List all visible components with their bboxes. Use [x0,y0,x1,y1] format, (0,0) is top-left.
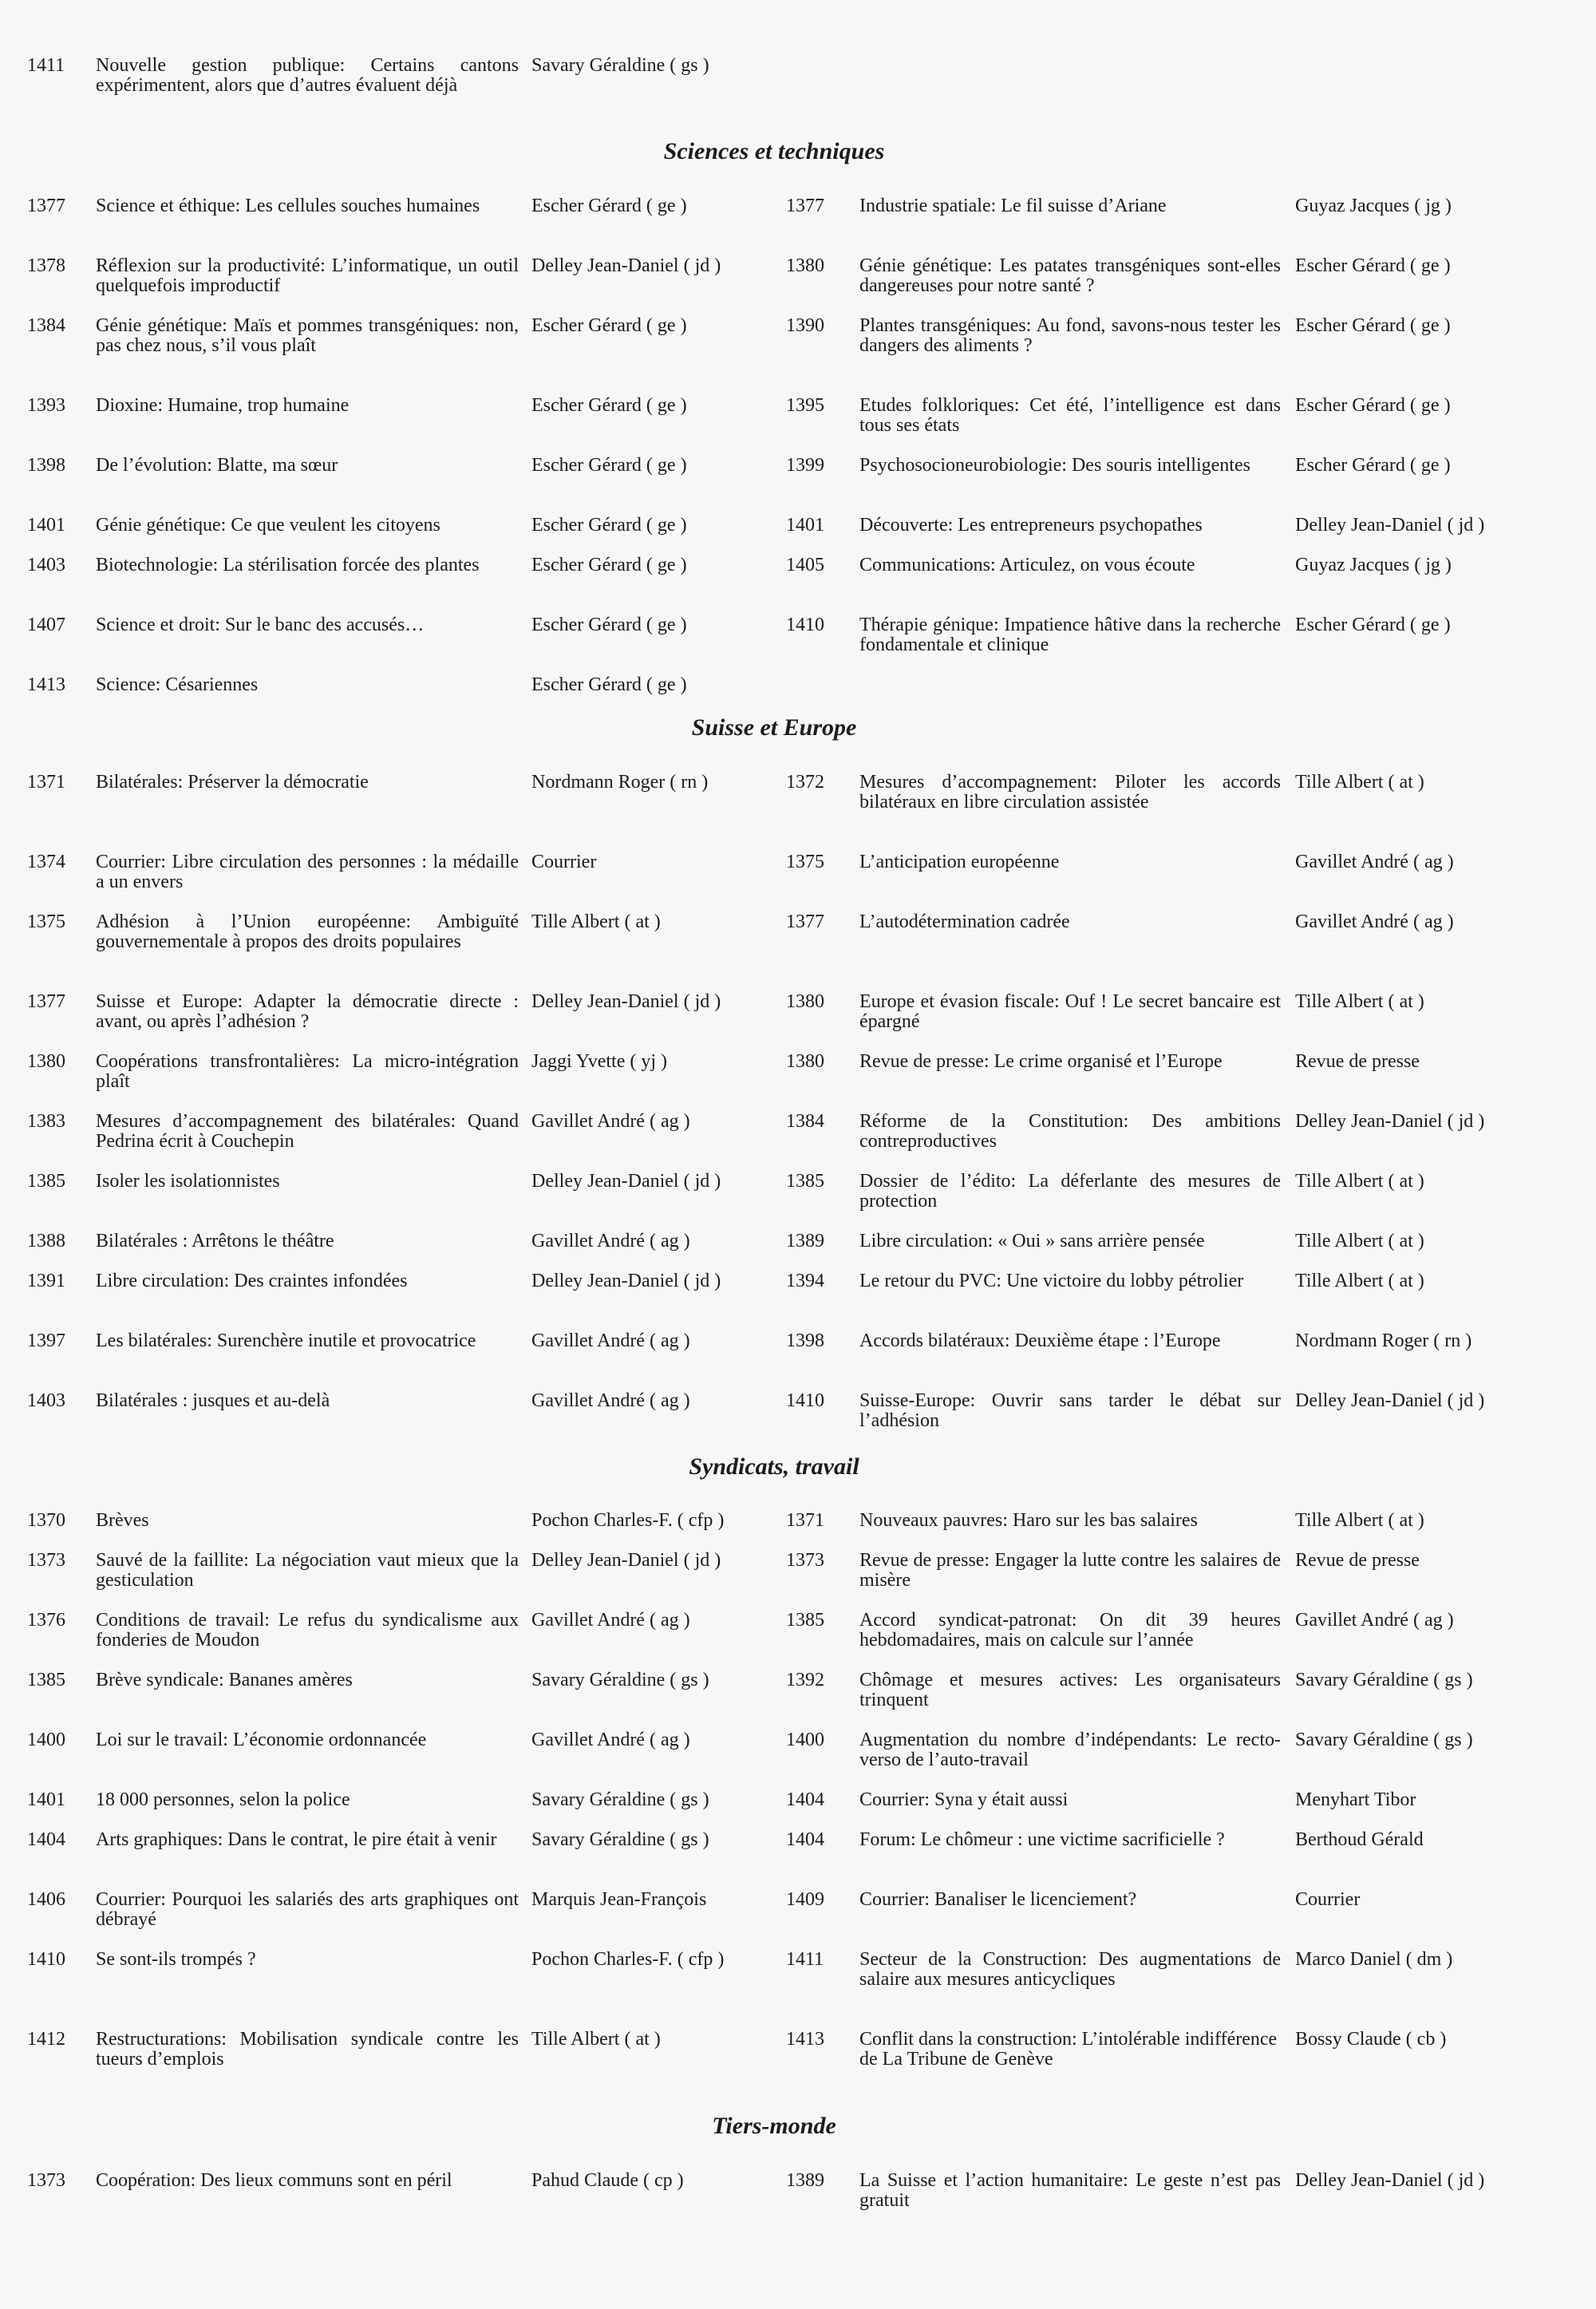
article-title: Bilatérales: Préserver la démocratie [96,772,369,793]
table-row [0,2171,1596,2211]
issue-number: 1372 [786,772,824,793]
article-title: Accord syndicat-patronat: On dit 39 heures hebdomadaires, mais on calcule sur l’année [859,1610,1281,1651]
issue-number: 1404 [27,1829,65,1850]
issue-number: 1398 [786,1330,824,1351]
article-author: Gavillet André ( ag ) [531,1231,690,1251]
table-row [0,992,1596,1052]
article-title: Science et éthique: Les cellules souches humaines [96,196,480,216]
issue-number: 1374 [27,852,65,872]
article-title: Conflit dans la construction: L’intolérable indifférence de La Tribune de Genève [859,2029,1278,2070]
article-author: Nordmann Roger ( rn ) [1295,1330,1472,1351]
article-title: Isoler les isolationnistes [96,1171,280,1192]
article-author: Escher Gérard ( ge ) [1295,615,1451,635]
article-title: Loi sur le travail: L’économie ordonnancée [96,1730,427,1750]
article-author: Savary Géraldine ( gs ) [531,55,709,76]
article-author: Berthoud Gérald [1295,1829,1424,1850]
article-title: Europe et évasion fiscale: Ouf ! Le secret bancaire est épargné [859,991,1281,1032]
table-row [0,396,1596,456]
article-title: Mesures d’accompagnement: Piloter les accords bilatéraux en libre circulation assistée [859,772,1281,812]
article-author: Savary Géraldine ( gs ) [1295,1670,1473,1690]
issue-number: 1375 [27,911,65,932]
article-title: Arts graphiques: Dans le contrat, le pire était à venir [96,1829,497,1850]
article-title: Les bilatérales: Surenchère inutile et provocatrice [96,1330,476,1351]
article-author: Escher Gérard ( ge ) [1295,395,1451,416]
table-row [0,1830,1596,1890]
article-author: Escher Gérard ( ge ) [1295,255,1451,276]
article-author: Tille Albert ( at ) [531,911,661,932]
issue-number: 1407 [27,615,65,635]
article-author: Tille Albert ( at ) [1295,1171,1424,1192]
article-title: Accords bilatéraux: Deuxième étape : l’Europe [859,1330,1221,1351]
article-title: La Suisse et l’action humanitaire: Le geste n’est pas gratuit [859,2170,1281,2211]
article-title: Courrier: Syna y était aussi [859,1789,1069,1810]
table-row [0,1331,1596,1391]
article-title: Suisse et Europe: Adapter la démocratie directe : avant, ou après l’adhésion ? [96,991,519,1032]
issue-number: 1389 [786,1231,824,1251]
issue-number: 1385 [786,1171,824,1192]
article-author: Courrier [1295,1889,1361,1910]
article-author: Marquis Jean-François [531,1889,707,1910]
issue-number: 1401 [786,515,824,536]
section-heading: Syndicats, travail [689,1453,859,1480]
issue-number: 1375 [786,852,824,872]
article-title: Dossier de l’édito: La déferlante des mesures de protection [859,1171,1281,1212]
article-author: Gavillet André ( ag ) [531,1610,690,1631]
article-author: Gavillet André ( ag ) [1295,911,1454,932]
article-author: Tille Albert ( at ) [1295,1510,1424,1531]
article-title: Sauvé de la faillite: La négociation vaut mieux que la gesticulation [96,1550,519,1591]
issue-number: 1380 [786,991,824,1012]
article-title: Revue de presse: Engager la lutte contre les salaires de misère [859,1550,1281,1591]
table-row [0,1112,1596,1172]
article-title: Restructurations: Mobilisation syndicale contre les tueurs d’emplois [96,2029,519,2070]
table-row [0,1790,1596,1830]
table-row [0,773,1596,852]
article-title: Plantes transgéniques: Au fond, savons-nous tester les dangers des aliments ? [859,315,1281,356]
article-title: L’autodétermination cadrée [859,911,1070,932]
article-title: Courrier: Libre circulation des personnes : la médaille a un envers [96,852,519,892]
article-author: Escher Gérard ( ge ) [531,455,687,476]
table-row [0,1611,1596,1670]
table-row [0,456,1596,516]
article-title: Forum: Le chômeur : une victime sacrificielle ? [859,1829,1225,1850]
issue-number: 1371 [786,1510,824,1531]
issue-number: 1380 [27,1051,65,1072]
issue-number: 1400 [786,1730,824,1750]
issue-number: 1394 [786,1271,824,1291]
issue-number: 1378 [27,255,65,276]
article-title: Découverte: Les entrepreneurs psychopathes [859,515,1203,536]
article-title: Psychosocioneurobiologie: Des souris intelligentes [859,455,1250,476]
table-row [0,1730,1596,1790]
article-title: L’anticipation européenne [859,852,1060,872]
issue-number: 1371 [27,772,65,793]
article-title: Dioxine: Humaine, trop humaine [96,395,350,416]
table-row [0,1172,1596,1232]
article-title: Brèves [96,1510,149,1531]
issue-number: 1377 [786,196,824,216]
article-author: Escher Gérard ( ge ) [531,674,687,695]
issue-number: 1377 [27,991,65,1012]
article-title: Nouvelle gestion publique: Certains cantons expérimentent, alors que d’autres évaluent déjà [96,55,519,96]
issue-number: 1395 [786,395,824,416]
article-title: Libre circulation: Des craintes infondées [96,1271,408,1291]
article-author: Savary Géraldine ( gs ) [1295,1730,1473,1750]
article-title: Communications: Articulez, on vous écoute [859,555,1195,575]
issue-number: 1373 [27,1550,65,1571]
article-author: Guyaz Jacques ( jg ) [1295,555,1452,575]
article-author: Escher Gérard ( ge ) [531,555,687,575]
issue-number: 1404 [786,1789,824,1810]
issue-number: 1389 [786,2170,824,2191]
article-title: Génie génétique: Les patates transgéniques sont-elles dangereuses pour notre santé ? [859,255,1281,296]
article-author: Revue de presse [1295,1051,1420,1072]
table-row [0,1511,1596,1551]
table-row [0,556,1596,615]
article-author: Delley Jean-Daniel ( jd ) [531,255,721,276]
issue-number: 1373 [786,1550,824,1571]
issue-number: 1390 [786,315,824,336]
article-author: Escher Gérard ( ge ) [531,515,687,536]
article-title: Conditions de travail: Le refus du syndicalisme aux fonderies de Moudon [96,1610,519,1651]
article-title: Coopérations transfrontalières: La micro-intégration plaît [96,1051,519,1092]
table-row [0,1232,1596,1271]
issue-number: 1385 [786,1610,824,1631]
table-row [0,1271,1596,1331]
article-title: Génie génétique: Maïs et pommes transgéniques: non, pas chez nous, s’il vous plaît [96,315,519,356]
issue-number: 1384 [786,1111,824,1132]
issue-number: 1405 [786,555,824,575]
article-title: De l’évolution: Blatte, ma sœur [96,455,338,476]
article-title: Science: Césariennes [96,674,259,695]
section-heading: Suisse et Europe [691,714,857,741]
article-author: Gavillet André ( ag ) [531,1390,690,1411]
article-author: Savary Géraldine ( gs ) [531,1789,709,1810]
article-author: Delley Jean-Daniel ( jd ) [531,1550,721,1571]
issue-number: 1409 [786,1889,824,1910]
issue-number: 1401 [27,515,65,536]
article-author: Gavillet André ( ag ) [1295,1610,1454,1631]
article-author: Escher Gérard ( ge ) [531,395,687,416]
article-title: Se sont-ils trompés ? [96,1949,256,1970]
issue-number: 1406 [27,1889,65,1910]
issue-number: 1380 [786,1051,824,1072]
article-author: Courrier [531,852,597,872]
issue-number: 1413 [27,674,65,695]
issue-number: 1410 [786,615,824,635]
article-title: Le retour du PVC: Une victoire du lobby pétrolier [859,1271,1244,1291]
article-title: Augmentation du nombre d’indépendants: Le recto-verso de l’auto-travail [859,1730,1281,1770]
article-title: Courrier: Pourquoi les salariés des arts graphiques ont débrayé [96,1889,519,1930]
article-author: Savary Géraldine ( gs ) [531,1670,709,1690]
issue-number: 1398 [27,455,65,476]
article-author: Revue de presse [1295,1550,1420,1571]
issue-number: 1401 [27,1789,65,1810]
article-author: Escher Gérard ( ge ) [1295,455,1451,476]
issue-number: 1411 [786,1949,824,1970]
article-title: Génie génétique: Ce que veulent les citoyens [96,515,440,536]
table-row [0,615,1596,675]
table-row [0,852,1596,912]
article-author: Savary Géraldine ( gs ) [531,1829,709,1850]
article-title: Bilatérales : Arrêtons le théâtre [96,1231,334,1251]
issue-number: 1380 [786,255,824,276]
table-row [0,1052,1596,1112]
article-author: Delley Jean-Daniel ( jd ) [531,1271,721,1291]
section-heading: Tiers-monde [712,2113,836,2139]
article-author: Escher Gérard ( ge ) [531,615,687,635]
table-row [0,675,1596,715]
table-row [0,196,1596,256]
article-title: Suisse-Europe: Ouvrir sans tarder le débat sur l’adhésion [859,1390,1281,1431]
article-author: Jaggi Yvette ( yj ) [531,1051,667,1072]
article-title: Industrie spatiale: Le fil suisse d’Ariane [859,196,1167,216]
article-title: Réforme de la Constitution: Des ambitions contreproductives [859,1111,1281,1152]
table-row [0,1890,1596,1950]
issue-number: 1377 [786,911,824,932]
article-title: Secteur de la Construction: Des augmentations de salaire aux mesures anticycliques [859,1949,1281,1990]
table-row [0,516,1596,556]
issue-number: 1370 [27,1510,65,1531]
article-author: Tille Albert ( at ) [1295,991,1424,1012]
article-title: Coopération: Des lieux communs sont en péril [96,2170,452,2191]
issue-number: 1385 [27,1670,65,1690]
article-title: Thérapie génique: Impatience hâtive dans la recherche fondamentale et clinique [859,615,1281,655]
issue-number: 1413 [786,2029,824,2050]
article-title: Nouveaux pauvres: Haro sur les bas salaires [859,1510,1198,1531]
article-author: Marco Daniel ( dm ) [1295,1949,1453,1970]
issue-number: 1410 [786,1390,824,1411]
article-title: 18 000 personnes, selon la police [96,1789,350,1810]
article-title: Mesures d’accompagnement des bilatérales: Quand Pedrina écrit à Couchepin [96,1111,519,1152]
table-row [0,1551,1596,1611]
article-title: Bilatérales : jusques et au-delà [96,1390,330,1411]
article-title: Brève syndicale: Bananes amères [96,1670,353,1690]
issue-number: 1383 [27,1111,65,1132]
article-author: Delley Jean-Daniel ( jd ) [531,991,721,1012]
section-heading: Sciences et techniques [663,138,885,164]
issue-number: 1412 [27,2029,65,2050]
issue-number: 1377 [27,196,65,216]
article-author: Gavillet André ( ag ) [531,1330,690,1351]
issue-number: 1376 [27,1610,65,1631]
article-title: Biotechnologie: La stérilisation forcée des plantes [96,555,480,575]
issue-number: 1373 [27,2170,65,2191]
article-title: Courrier: Banaliser le licenciement? [859,1889,1137,1910]
article-title: Réflexion sur la productivité: L’informatique, un outil quelquefois improductif [96,255,519,296]
issue-number: 1410 [27,1949,65,1970]
table-row [0,2030,1596,2090]
article-author: Escher Gérard ( ge ) [531,196,687,216]
issue-number: 1385 [27,1171,65,1192]
article-author: Gavillet André ( ag ) [531,1111,690,1132]
article-author: Menyhart Tibor [1295,1789,1416,1810]
article-title: Libre circulation: « Oui » sans arrière pensée [859,1231,1205,1251]
article-author: Gavillet André ( ag ) [531,1730,690,1750]
article-author: Pochon Charles-F. ( cfp ) [531,1949,725,1970]
article-author: Nordmann Roger ( rn ) [531,772,709,793]
issue-number: 1404 [786,1829,824,1850]
table-row [0,1950,1596,2030]
article-author: Guyaz Jacques ( jg ) [1295,196,1452,216]
issue-number: 1391 [27,1271,65,1291]
issue-number: 1399 [786,455,824,476]
article-title: Etudes folkloriques: Cet été, l’intelligence est dans tous ses états [859,395,1281,436]
issue-number: 1400 [27,1730,65,1750]
article-author: Delley Jean-Daniel ( jd ) [1295,1390,1485,1411]
article-author: Escher Gérard ( ge ) [531,315,687,336]
article-author: Tille Albert ( at ) [1295,1271,1424,1291]
article-author: Delley Jean-Daniel ( jd ) [1295,515,1485,536]
issue-number: 1393 [27,395,65,416]
table-row [0,912,1596,992]
issue-number: 1384 [27,315,65,336]
article-author: Delley Jean-Daniel ( jd ) [1295,1111,1485,1132]
table-row [0,316,1596,396]
article-author: Tille Albert ( at ) [1295,772,1424,793]
article-author: Delley Jean-Daniel ( jd ) [531,1171,721,1192]
article-author: Bossy Claude ( cb ) [1295,2029,1447,2050]
issue-number: 1403 [27,1390,65,1411]
article-author: Pahud Claude ( cp ) [531,2170,684,2191]
table-row [0,256,1596,316]
article-author: Tille Albert ( at ) [531,2029,661,2050]
article-title: Science et droit: Sur le banc des accusés… [96,615,425,635]
issue-number: 1388 [27,1231,65,1251]
table-row [0,1391,1596,1431]
issue-number: 1403 [27,555,65,575]
article-author: Pochon Charles-F. ( cfp ) [531,1510,725,1531]
issue-number: 1397 [27,1330,65,1351]
article-title: Revue de presse: Le crime organisé et l’Europe [859,1051,1223,1072]
article-author: Escher Gérard ( ge ) [1295,315,1451,336]
article-author: Tille Albert ( at ) [1295,1231,1424,1251]
issue-number: 1411 [27,55,65,76]
article-author: Gavillet André ( ag ) [1295,852,1454,872]
table-row [0,1670,1596,1730]
issue-number: 1392 [786,1670,824,1690]
article-title: Adhésion à l’Union européenne: Ambiguïté gouvernementale à propos des droits populaires [96,911,519,952]
article-title: Chômage et mesures actives: Les organisateurs trinquent [859,1670,1281,1710]
article-author: Delley Jean-Daniel ( jd ) [1295,2170,1485,2191]
